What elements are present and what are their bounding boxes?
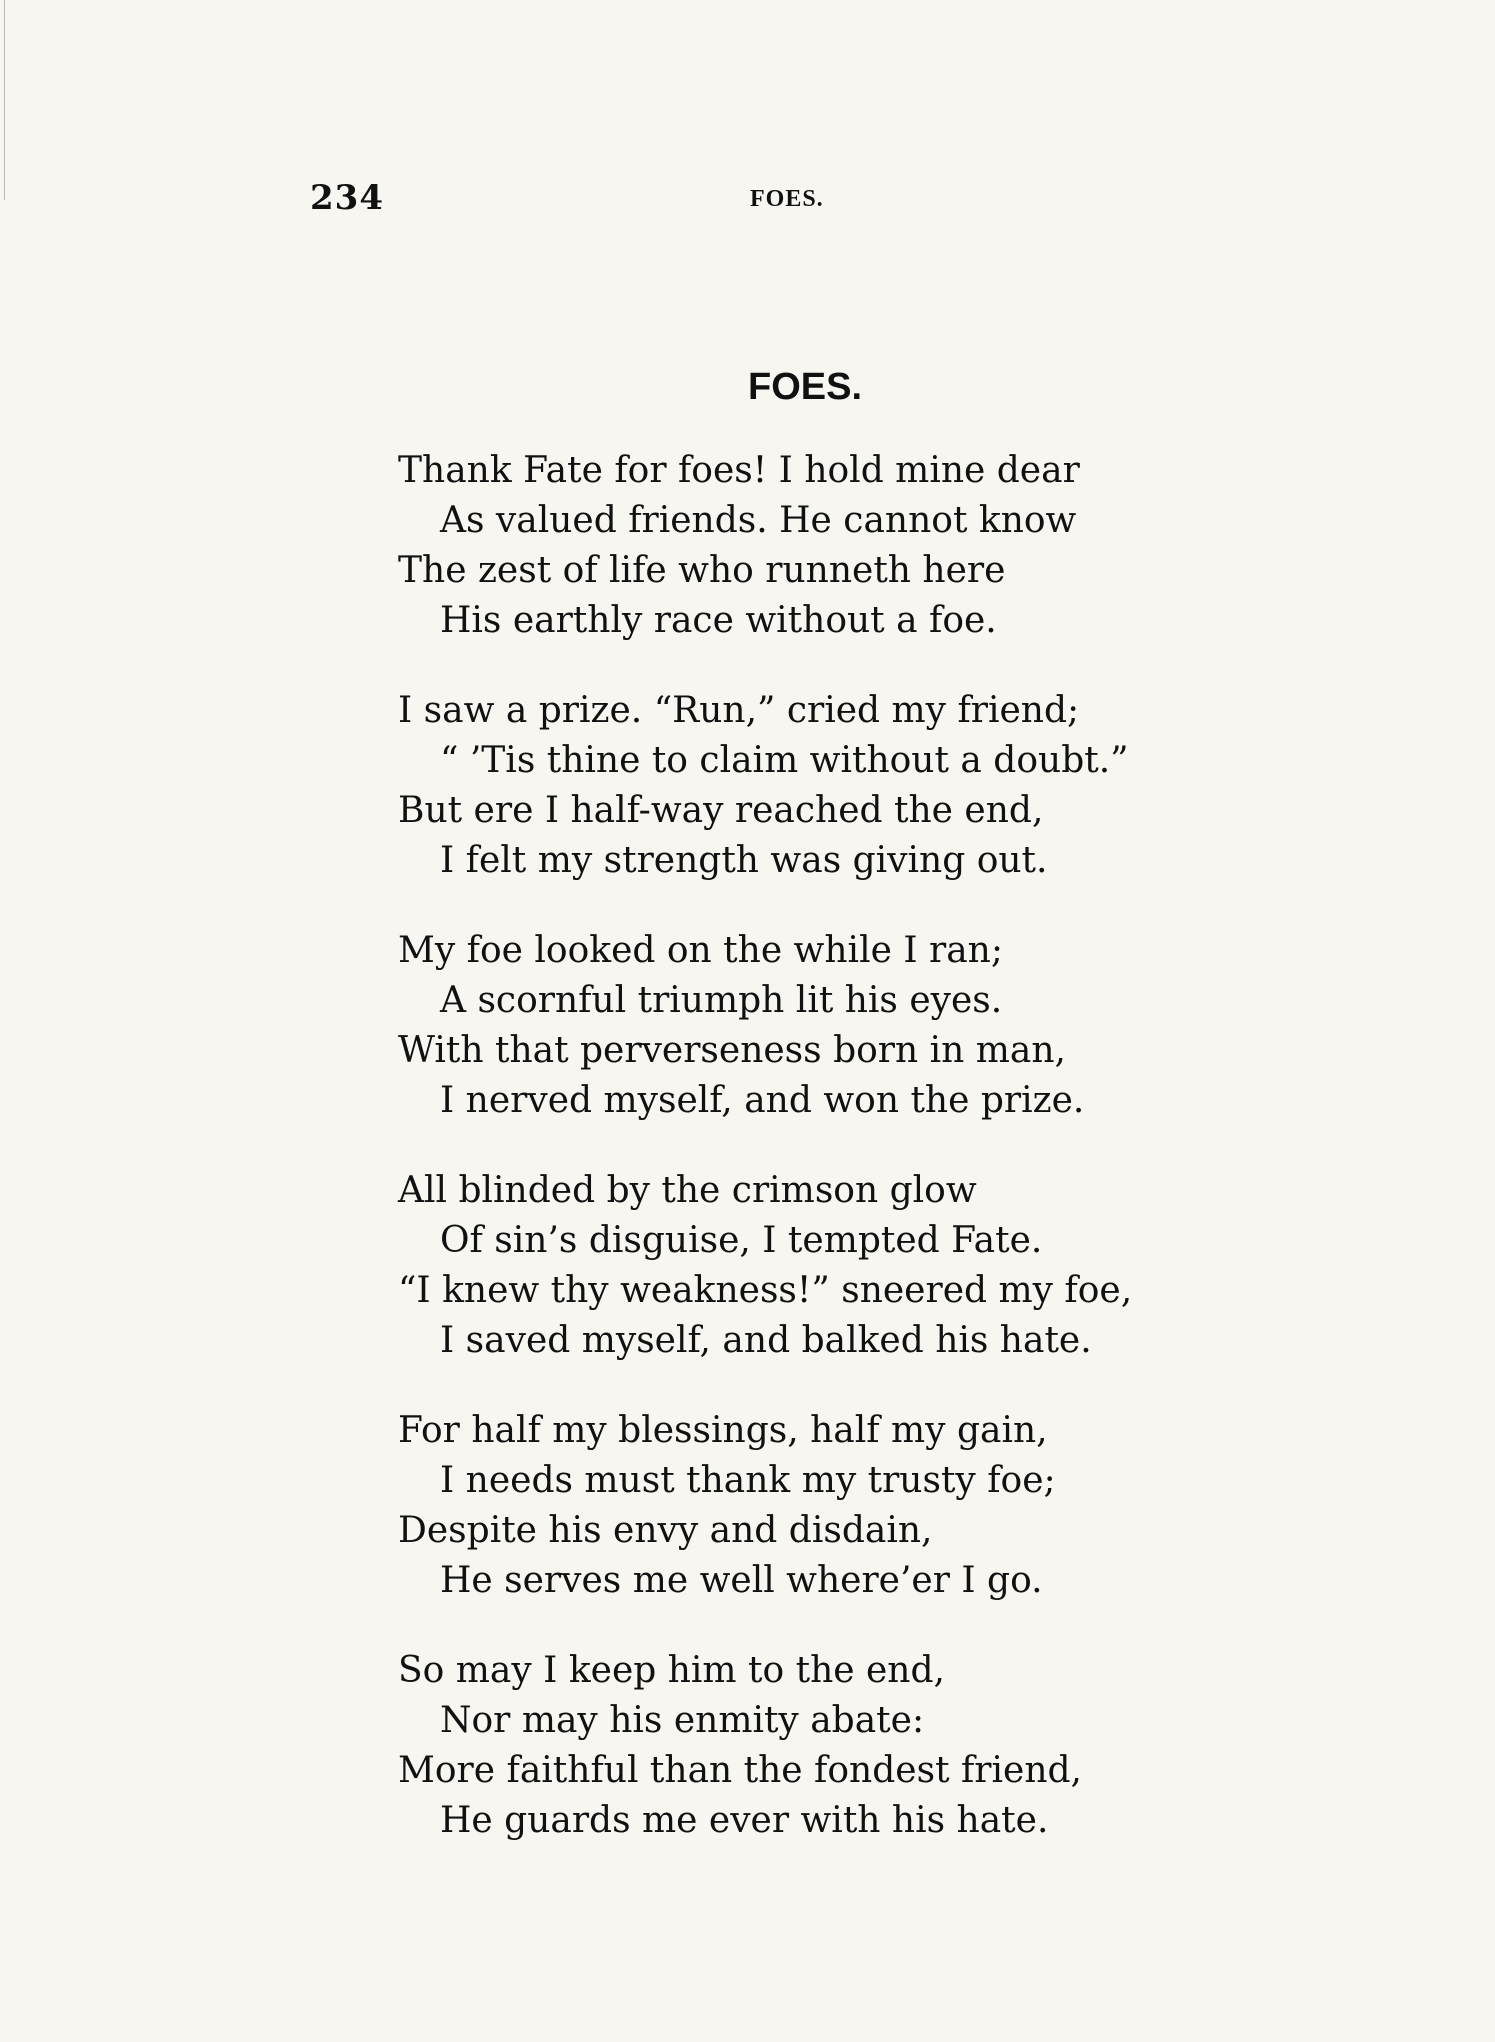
poem-line: I nerved myself, and won the prize. xyxy=(440,1080,1085,1121)
poem-line: Despite his envy and disdain, xyxy=(398,1510,933,1551)
poem-line: I saved myself, and balked his hate. xyxy=(440,1320,1092,1361)
poem-title: FOES. xyxy=(748,366,863,408)
stanza xyxy=(398,1406,1298,1606)
poem-line: I needs must thank my trusty foe; xyxy=(440,1460,1056,1501)
poem-line: A scornful triumph lit his eyes. xyxy=(440,980,1003,1021)
poem-line: So may I keep him to the end, xyxy=(398,1650,945,1691)
stanza xyxy=(398,1646,1298,1846)
poem-line: Thank Fate for foes! I hold mine dear xyxy=(398,450,1080,491)
poem-line: More faithful than the fondest friend, xyxy=(398,1750,1082,1791)
running-title: FOES. xyxy=(750,186,824,212)
scan-edge xyxy=(4,0,5,200)
poem-line: “I knew thy weakness!” sneered my foe, xyxy=(398,1270,1133,1311)
poem-line: For half my blessings, half my gain, xyxy=(398,1410,1048,1451)
stanza xyxy=(398,926,1298,1126)
poem-body xyxy=(398,446,1298,1886)
poem-line: Of sin’s disguise, I tempted Fate. xyxy=(440,1220,1043,1261)
stanza xyxy=(398,446,1298,646)
stanza xyxy=(398,686,1298,886)
poem-line: Nor may his enmity abate: xyxy=(440,1700,925,1741)
poem-line: As valued friends. He cannot know xyxy=(440,500,1077,541)
page-number: 234 xyxy=(310,178,384,218)
poem-line: “ ’Tis thine to claim without a doubt.” xyxy=(440,740,1129,781)
poem-line: His earthly race without a foe. xyxy=(440,600,997,641)
poem-line: All blinded by the crimson glow xyxy=(398,1170,977,1211)
poem-line: But ere I half-way reached the end, xyxy=(398,790,1044,831)
poem-line: He serves me well where’er I go. xyxy=(440,1560,1043,1601)
poem-line: With that perverseness born in man, xyxy=(398,1030,1067,1071)
stanza xyxy=(398,1166,1298,1366)
poem-line: The zest of life who runneth here xyxy=(398,550,1006,591)
poem-line: I saw a prize. “Run,” cried my friend; xyxy=(398,690,1080,731)
poem-line: My foe looked on the while I ran; xyxy=(398,930,1003,971)
running-head xyxy=(310,178,1190,222)
poem-line: He guards me ever with his hate. xyxy=(440,1800,1049,1841)
poem-line: I felt my strength was giving out. xyxy=(440,840,1048,881)
